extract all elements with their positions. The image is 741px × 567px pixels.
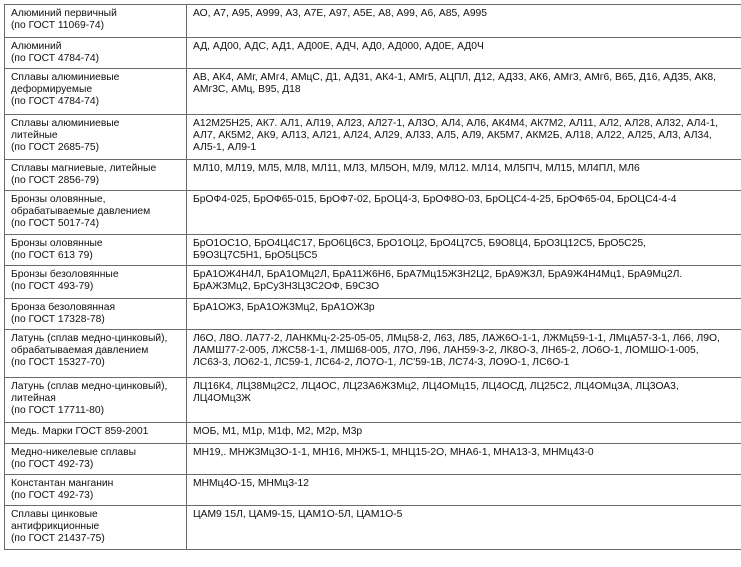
alloy-name-cell <box>5 423 187 444</box>
alloy-grades-line: ЛС63-3, ЛО62-1, ЛС59-1, ЛС64-2, ЛО7О-1, ЛС'59-1В, ЛС74-3, ЛО9О-1, ЛС6О-1 <box>193 357 570 368</box>
alloy-name-line: (по ГОСТ 613 79) <box>11 250 93 261</box>
table-row <box>5 506 741 550</box>
alloy-grades-line: АЛ7, АК5М2, АК9, АЛ13, АЛ21, АЛ24, АЛ29, АЛ33, АЛ5, АЛ9, АК5М7, АКМ2Б, АЛ18, АЛ22, АЛ25, АЛ3, АЛ34, <box>193 130 712 141</box>
alloy-grades-cell <box>187 69 741 115</box>
alloy-grades-line: Л6О, Л8О. ЛА77-2, ЛАНКМц-2-25-05-05, ЛМц58-2, Л63, Л85, ЛАЖ6О-1-1, ЛЖМц59-1-1, ЛМцА57-3-1, Л66, Л9О, <box>193 333 720 344</box>
alloy-grades-cell <box>187 5 741 38</box>
alloy-name-cell <box>5 115 187 160</box>
alloy-name-line: (по ГОСТ 493-79) <box>11 281 94 292</box>
alloy-name-line: (по ГОСТ 5017-74) <box>11 218 100 229</box>
alloy-name-line: (по ГОСТ 17711-80) <box>11 405 105 416</box>
alloy-grades-line: МЛ10, МЛ19, МЛ5, МЛ8, МЛ11, МЛ3, МЛ5ОН, МЛ9, МЛ12. МЛ14, МЛ5ПЧ, МЛ15, МЛ4ПЛ, МЛ6 <box>193 163 640 174</box>
alloy-name-line: (по ГОСТ 4784-74) <box>11 53 100 64</box>
alloy-name-line: Бронзы оловянные, <box>11 194 106 205</box>
alloy-grades-line: АВ, АК4, АМг, АМг4, АМцС, Д1, АД31, АК4-1, АМг5, АЦПЛ, Д12, АД33, АК6, АМг3, АМг6, В65, Д16, АД35, АК8, <box>193 72 716 83</box>
alloy-grades-cell <box>187 235 741 266</box>
alloy-grades-cell <box>187 266 741 299</box>
table-row <box>5 191 741 235</box>
table-row <box>5 266 741 299</box>
alloy-name-line: Сплавы алюминиевые <box>11 72 120 83</box>
alloy-name-line: (по ГОСТ 4784-74) <box>11 96 100 107</box>
alloy-name-line: Константан манганин <box>11 478 114 489</box>
alloy-name-line: (по ГОСТ 2685-75) <box>11 142 100 153</box>
alloy-name-line: Алюминий первичный <box>11 8 117 19</box>
table-body <box>5 5 741 550</box>
alloy-grades-cell <box>187 378 741 423</box>
alloy-name-line: Сплавы цинковые <box>11 509 98 520</box>
table-row <box>5 299 741 330</box>
alloy-grades-line: БрО1ОС1О, БрО4Ц4С17, БрО6Ц6С3, БрО1ОЦ2, БрО4Ц7С5, Б9О8Ц4, БрО3Ц12С5, БрО5С25, <box>193 238 646 249</box>
alloy-grades-cell <box>187 299 741 330</box>
table-row <box>5 235 741 266</box>
alloy-grades-line: АЛ5-1, АЛ9-1 <box>193 142 257 153</box>
alloy-grades-line: БрАЖ3Мц2, БрСу3Н3Ц3С2ОФ, Б9С3О <box>193 281 380 292</box>
alloy-grades-cell <box>187 38 741 69</box>
table-row <box>5 38 741 69</box>
alloy-grades-line: Б9О3Ц7С5Н1, БрО5Ц5С5 <box>193 250 318 261</box>
alloy-name-cell <box>5 5 187 38</box>
alloy-grades-cell <box>187 423 741 444</box>
alloy-name-cell <box>5 235 187 266</box>
table-row <box>5 423 741 444</box>
alloy-name-cell <box>5 299 187 330</box>
alloy-name-cell <box>5 38 187 69</box>
table-row <box>5 69 741 115</box>
alloy-name-line: литейные <box>11 130 58 141</box>
table-row <box>5 115 741 160</box>
alloy-grades-line: ЛАМШ77-2-005, ЛЖС58-1-1, ЛМШ68-005, Л7О, Л96, ЛАН59-3-2, ЛК8О-3, ЛН65-2, ЛО6О-1, ЛОМШО-1-005, <box>193 345 699 356</box>
alloy-name-cell <box>5 330 187 378</box>
alloy-grades-line: АД, АД00, АДС, АД1, АД00Е, АДЧ, АД0, АД000, АД0Е, АД0Ч <box>193 41 484 52</box>
alloy-name-line: Сплавы магниевые, литейные <box>11 163 157 174</box>
alloy-grades-line: А12М25Н25, АК7. АЛ1, АЛ19, АЛ23, АЛ27-1, АЛ3О, АЛ4, АЛ6, АК4М4, АК7М2, АЛ11, АЛ2, АЛ28, АЛ32, АЛ4-1, <box>193 118 719 129</box>
table-row <box>5 378 741 423</box>
alloy-name-line: Медь. Марки ГОСТ 859-2001 <box>11 426 149 437</box>
table-row <box>5 5 741 38</box>
alloy-grades-cell <box>187 506 741 550</box>
alloy-name-line: (по ГОСТ 492-73) <box>11 459 94 470</box>
alloy-name-line: антифрикционные <box>11 521 100 532</box>
alloy-name-cell <box>5 378 187 423</box>
alloy-name-cell <box>5 475 187 506</box>
alloy-name-line: литейная <box>11 393 56 404</box>
alloy-grades-cell <box>187 191 741 235</box>
table-row <box>5 160 741 191</box>
alloy-grades-line: БрОФ4-025, БрОФ65-015, БрОФ7-02, БрОЦ4-3, БрОФ8О-03, БрОЦС4-4-25, БрОФ65-04, БрОЦС4-4-4 <box>193 194 677 205</box>
alloy-name-line: обрабатываемая давлением <box>11 345 149 356</box>
alloy-grades-line: ЦАМ9 15Л, ЦАМ9-15, ЦАМ1О-5Л, ЦАМ1О-5 <box>193 509 403 520</box>
alloy-grades-line: БрА1ОЖ3, БрА1ОЖ3Мц2, БрА1ОЖ3р <box>193 302 375 313</box>
alloy-grades-line: АМг3С, АМц, В95, Д18 <box>193 84 301 95</box>
alloy-grades-line: ЛЦ16К4, ЛЦ38Мц2С2, ЛЦ4ОС, ЛЦ23А6Ж3Мц2, ЛЦ4ОМц15, ЛЦ4ОСД, ЛЦ25С2, ЛЦ4ОМц3А, ЛЦ3ОА3, <box>193 381 679 392</box>
alloy-name-cell <box>5 191 187 235</box>
alloy-name-line: (по ГОСТ 17328-78) <box>11 314 105 325</box>
table-row <box>5 475 741 506</box>
alloy-grades-cell <box>187 160 741 191</box>
table-row <box>5 444 741 475</box>
table-row <box>5 330 741 378</box>
alloy-name-cell <box>5 506 187 550</box>
alloy-name-line: (по ГОСТ 11069-74) <box>11 20 105 31</box>
alloy-name-line: Бронза безоловянная <box>11 302 116 313</box>
alloy-grades-cell <box>187 115 741 160</box>
alloy-name-line: Медно-никелевые сплавы <box>11 447 137 458</box>
alloy-grades-table <box>4 4 741 550</box>
alloy-grades-cell <box>187 330 741 378</box>
alloy-name-cell <box>5 444 187 475</box>
alloy-name-cell <box>5 266 187 299</box>
alloy-name-line: (по ГОСТ 492-73) <box>11 490 94 501</box>
alloy-grades-line: ЛЦ4ОМц3Ж <box>193 393 251 404</box>
alloy-name-line: деформируемые <box>11 84 93 95</box>
alloy-name-line: Алюминий <box>11 41 62 52</box>
alloy-grades-line: МН19,. МНЖ3Мц3О-1-1, МН16, МНЖ5-1, МНЦ15-2О, МНА6-1, МНА13-3, МНМц43-0 <box>193 447 594 458</box>
alloy-name-line: Латунь (сплав медно-цинковый), <box>11 333 168 344</box>
alloy-grades-cell <box>187 475 741 506</box>
alloy-grades-line: БрА1ОЖ4Н4Л, БрА1ОМц2Л, БрА11Ж6Н6, БрА7Мц15Ж3Н2Ц2, БрА9Ж3Л, БрА9Ж4Н4Мц1, БрА9Мц2Л. <box>193 269 683 280</box>
alloy-name-line: Бронзы оловянные <box>11 238 103 249</box>
alloy-name-cell <box>5 160 187 191</box>
alloy-name-line: обрабатываемые давлением <box>11 206 151 217</box>
alloy-grades-line: МОБ, М1, М1р, М1ф, М2, М2р, М3р <box>193 426 363 437</box>
alloy-name-line: (по ГОСТ 15327-70) <box>11 357 105 368</box>
alloy-name-cell <box>5 69 187 115</box>
alloy-grades-cell <box>187 444 741 475</box>
alloy-name-line: Сплавы алюминиевые <box>11 118 120 129</box>
alloy-grades-table-wrapper <box>4 4 737 550</box>
alloy-name-line: Бронзы безоловянные <box>11 269 119 280</box>
alloy-name-line: Латунь (сплав медно-цинковый), <box>11 381 168 392</box>
alloy-name-line: (по ГОСТ 2856-79) <box>11 175 100 186</box>
alloy-name-line: (по ГОСТ 21437-75) <box>11 533 105 544</box>
alloy-grades-line: МНМц4О-15, МНМц3-12 <box>193 478 309 489</box>
alloy-grades-line: АО, А7, А95, А999, А3, А7Е, А97, А5Е, А8, А99, А6, А85, А995 <box>193 8 487 19</box>
